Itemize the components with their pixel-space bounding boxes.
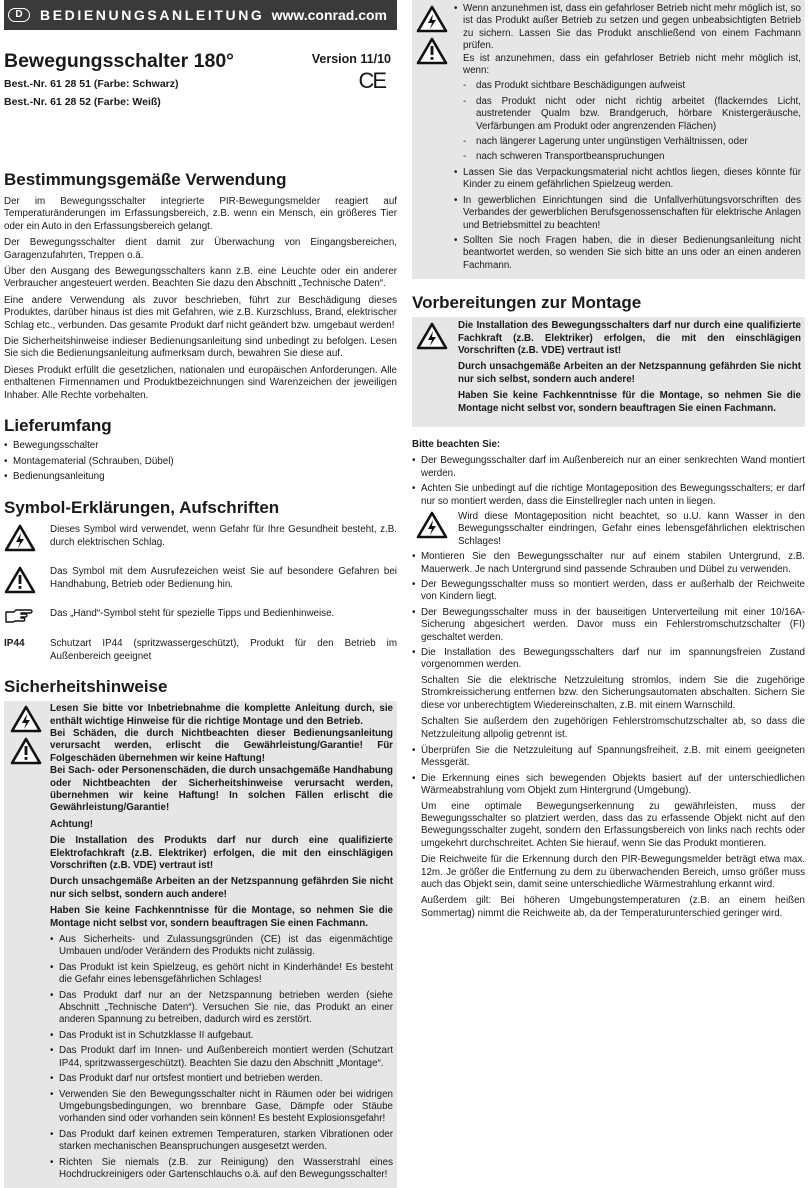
ip44-label: IP44 — [4, 638, 25, 650]
exclamation-warning-icon — [4, 566, 50, 594]
preparation-list-a — [412, 455, 805, 508]
bold-paragraph: Haben Sie keine Fachkenntnisse für die Montage, so nehmen Sie die Montage nicht selbst vor, sondern beauftragen Sie einen Fachmann. — [458, 390, 801, 414]
bold-paragraph: Durch unsachgemäße Arbeiten an der Netzspannung gefährden Sie nicht nur sich selbst, sondern auch andere! — [50, 876, 393, 900]
exclamation-warning-icon — [10, 737, 50, 765]
paragraph: Eine andere Verwendung als zuvor beschrieben, führt zur Beschädigung dieses Produktes, darüber hinaus ist dies mit Gefahren, wie z.B. Kurzschluss, Brand, elektrischer Schlag etc., verbunden. Das gesamte Produkt darf nicht geändert bzw. umgebaut werden! — [4, 294, 397, 331]
safety-box — [4, 701, 397, 1188]
paragraph: Über den Ausgang des Bewegungsschalters kann z.B. eine Leuchte oder ein anderer Verbraucher angesteuert werden. Beachten Sie dazu den Abschnitt „Technische Daten“. — [4, 266, 397, 290]
language-badge: D — [8, 8, 30, 22]
symbol-description: Schutzart IP44 (spritzwassergeschützt), Produkt für den Betrieb im Außenbereich geeignet — [50, 638, 397, 662]
bold-paragraph: Die Installation des Produkts darf nur durch eine qualifizierte Elektrofachkraft (z.B. Elektriker) erfolgen, die mit den einschlägigen Vorschriften (z.B. VDE) vertraut ist! — [50, 835, 393, 871]
safety-list-continued — [454, 167, 801, 272]
safety-box-continued — [412, 0, 805, 279]
right-column — [412, 0, 805, 924]
paragraph: Der Bewegungsschalter dient damit zur Überwachung von Eingangsbereichen, Garagenzufahrten, Treppen o.ä. — [4, 237, 397, 261]
section-heading-safety: Sicherheitshinweise — [4, 677, 168, 697]
safety-icons — [4, 703, 50, 1184]
bold-paragraph: Die Installation des Bewegungsschalters darf nur durch eine qualifizierte Fachkraft (z.B. Elektriker) erfolgen, die mit den einschlägigen Vorschriften (z.B. VDE) vertraut ist! — [458, 320, 801, 356]
list-item: • Überprüfen Sie die Netzzuleitung auf Spannungsfreiheit, z.B. mit einem geeigneten Messgerät. — [412, 745, 805, 770]
paragraph: Schalten Sie außerdem den zugehörigen Fehlerstromschutzschalter ab, so dass die Netzzuleitung allpolig getrennt ist. — [421, 716, 805, 740]
bold-paragraph: Achtung! — [50, 818, 93, 830]
safety-list-continued — [454, 3, 801, 53]
lightning-warning-icon — [412, 511, 458, 539]
product-title: Bewegungsschalter 180° — [4, 50, 234, 72]
section-heading-symbols: Symbol-Erklärungen, Aufschriften — [4, 498, 280, 518]
list-item: • In gewerblichen Einrichtungen sind die Unfallverhütungsvorschriften des Verbandes der gewerblichen Berufsgenossenschaften für elektrische Anlagen und Betriebsmittel zu beachten! — [454, 195, 801, 232]
list-item: • Montieren Sie den Bewegungsschalter nur auf einem stabilen Untergrund, z.B. Mauerwerk. Je nach Untergrund sind passende Schrauben und Dübel zu verwenden. — [412, 551, 805, 576]
header-bar — [4, 0, 397, 30]
list-item: • Die Erkennung eines sich bewegenden Objekts basiert auf der unterschiedlichen Wärmeabstrahlung vom Objekt zum Hintergrund (Umgebung). — [412, 773, 805, 798]
left-column — [4, 0, 397, 1188]
exclamation-warning-icon — [416, 37, 454, 65]
bold-paragraph: Lesen Sie bitte vor Inbetriebnahme die komplette Anleitung durch, sie enthält wichtige Hinweise für die richtige Montage und den Betrieb. — [50, 703, 393, 727]
symbol-description: Das „Hand“-Symbol steht für spezielle Tipps und Bedienhinweise. — [50, 608, 335, 620]
preparation-list-b — [412, 551, 805, 672]
list-item: - das Produkt sichtbare Beschädigungen aufweist — [463, 80, 801, 92]
bold-paragraph: Bei Sach- oder Personenschäden, die durch unsachgemäße Handhabung oder Nichtbeachten der Sicherheitshinweise verursacht werden, übernehmen wir keine Haftung! In solchen Fällen erlischt die Gewährleistung/Garantie! — [50, 765, 393, 814]
scope-list — [4, 440, 397, 483]
list-item: - das Produkt nicht oder nicht richtig arbeitet (flackerndes Licht, austretender Qualm bzw. Brandgeruch, hörbare Knistergeräusche, Verfärbungen am Produkt oder angrenzenden Flächen) — [463, 96, 801, 133]
list-item: • Das Produkt darf keinen extremen Temperaturen, starken Vibrationen oder starken mechanischen Beanspruchungen ausgesetzt werden. — [50, 1129, 393, 1154]
bold-paragraph: Bei Schäden, die durch Nichtbeachten dieser Bedienungsanleitung verursacht werden, erlischt die Gewährleistung/Garantie! Für Folgeschäden übernehmen wir keine Haftung! — [50, 727, 393, 764]
list-item: • Das Produkt ist in Schutzklasse II aufgebaut. — [50, 1030, 393, 1042]
preparation-content — [458, 320, 801, 423]
list-item: • Bedienungsanleitung — [4, 471, 397, 483]
list-item: • Lassen Sie das Verpackungsmaterial nicht achtlos liegen, dieses könnte für Kinder zu einem gefährlichen Spielzeug werden. — [454, 167, 801, 192]
list-item: • Aus Sicherheits- und Zulassungsgründen (CE) ist das eigenmächtige Umbauen und/oder Verändern des Produkts nicht zulässig. — [50, 934, 393, 959]
symbol-description: Dieses Symbol wird verwendet, wenn Gefahr für Ihre Gesundheit besteht, z.B. durch elektrischen Schlag. — [50, 524, 397, 548]
list-item: • Bewegungsschalter — [4, 440, 397, 452]
note-label: Bitte beachten Sie: — [412, 438, 501, 450]
bold-paragraph: Haben Sie keine Fachkenntnisse für die Montage, so nehmen Sie die Montage nicht selbst vor, sondern beauftragen Sie einen Fachmann. — [50, 905, 393, 929]
list-item: • Sollten Sie noch Fragen haben, die in dieser Bedienungsanleitung nicht beantwortet werden, so wenden Sie sich bitte an uns oder an einen anderen Fachmann. — [454, 235, 801, 272]
paragraph: Der im Bewegungsschalter integrierte PIR-Bewegungsmelder reagiert auf Temperaturänderungen im Erfassungsbereich, z.B. wenn ein Mensch, ein größeres Tier oder ein Auto in den Erfassungsbereich gelangt. — [4, 196, 397, 232]
symbol-row-ip44 — [4, 638, 397, 663]
preparation-list-c — [412, 745, 805, 798]
version-label: Version 11/10 — [311, 52, 391, 66]
safety-list — [50, 934, 393, 1181]
list-item: • Wenn anzunehmen ist, dass ein gefahrloser Betrieb nicht mehr möglich ist, so ist das Produkt außer Betrieb zu setzen und gegen unbeabsichtigten Betrieb zu sichern. Lassen Sie das Produkt anschließend von einem Fachmann prüfen. — [454, 3, 801, 53]
list-item: • Der Bewegungsschalter muss in der bauseitigen Unterverteilung mit einer 10/16A-Sicherung abgesichert werden. Davor muss ein Fehlerstromschutzschalter (FI) geschaltet werden. — [412, 607, 805, 644]
list-item: • Verwenden Sie den Bewegungsschalter nicht in Räumen oder bei widrigen Umgebungsbedingungen, wo brennbare Gase, Dämpfe oder Stäube vorhanden sind oder vorhanden sein können! Es besteht Explosionsgefahr! — [50, 1089, 393, 1126]
pointing-hand-icon — [4, 608, 50, 624]
list-item: • Montagematerial (Schrauben, Dübel) — [4, 456, 397, 468]
symbol-row-hand — [4, 608, 397, 624]
safety-content-continued — [454, 3, 801, 275]
bold-paragraph: Durch unsachgemäße Arbeiten an der Netzspannung gefährden Sie nicht nur sich selbst, sondern auch andere! — [458, 361, 801, 385]
list-item: • Achten Sie unbedingt auf die richtige Montageposition des Bewegungsschalters; er darf nur so montiert werden, dass die Einstellregler nach unten in liegen. — [412, 483, 805, 508]
paragraph: Die Reichweite für die Erkennung durch den PIR-Bewegungsmelder beträgt etwa max. 12m. Je größer die Entfernung zu dem zu überwachenden Bereich, umso größer muss auch das Objekt sein, damit seine unterschiedliche Wärmestrahlung erkannt wird. — [421, 854, 805, 890]
header-title: BEDIENUNGSANLEITUNG — [40, 7, 265, 23]
order-number-white: Best.-Nr. 61 28 52 (Farbe: Weiß) — [4, 96, 161, 108]
warning-text: Wird diese Montageposition nicht beachtet, so u.U. kann Wasser in den Bewegungsschalter eindringen, Gefahr eines lebensgefährlichen elektrischen Schlages! — [458, 511, 805, 547]
paragraph: Schalten Sie die elektrische Netzzuleitung stromlos, indem Sie die zugehörige Stromkreissicherung entfernen bzw. den Sicherungsautomaten abschalten. Sichern Sie diese vor unberechtigtem Wiedereinschalten, z.B. mit einem Warnschild. — [421, 674, 805, 711]
list-item: • Richten Sie niemals (z.B. zur Reinigung) den Wasserstrahl eines Hochdruckreinigers oder Gartenschlauchs o.ä. auf den Bewegungsschalter! — [50, 1157, 393, 1182]
preparation-box — [412, 317, 805, 427]
list-item: • Die Installation des Bewegungsschalters darf nur im spannungsfreien Zustand vorgenommen werden. — [412, 647, 805, 672]
paragraph: Außerdem gilt: Bei höheren Umgebungstemperaturen (z.B. an einem heißen Sommertag) nimmt die Reichweite ab, da der Temperaturunterschied geringer wird. — [421, 895, 805, 919]
header-website: www.conrad.com — [271, 7, 387, 23]
product-block — [4, 30, 397, 122]
list-item: • Das Produkt darf nur an der Netzspannung betrieben werden (siehe Abschnitt „Technische Daten“). Versuchen Sie nie, das Produkt an einer anderen Spannung zu betreiben, dadurch wird es zerstört. — [50, 990, 393, 1027]
lightning-warning-icon — [416, 5, 454, 33]
paragraph: Um eine optimale Bewegungserkennung zu gewährleisten, muss der Bewegungsschalter so platziert werden, dass das zu erfassende Objekt nicht auf den Bewegungsschalter zugeht, sondern den Erfassungsbereich von links nach rechts oder umgekehrt durchschreitet. Achten Sie hierauf, wenn Sie das Produkt montieren. — [421, 800, 805, 849]
paragraph: Dieses Produkt erfüllt die gesetzlichen, nationalen und europäischen Anforderungen. Alle enthaltenen Firmennamen und Produktbezeichnungen sind Warenzeichen der jeweiligen Inhaber. Alle Rechte vorbehalten. — [4, 364, 397, 401]
symbol-row-lightning — [4, 524, 397, 552]
section-heading-preparation: Vorbereitungen zur Montage — [412, 293, 642, 313]
warning-row — [412, 511, 805, 548]
list-item: - nach schweren Transportbeanspruchungen — [463, 151, 801, 163]
lightning-warning-icon — [4, 524, 50, 552]
list-item: • Das Produkt ist kein Spielzeug, es gehört nicht in Kinderhände! Es besteht die Gefahr eines lebensgefährlichen Schlages! — [50, 962, 393, 987]
section-heading-scope: Lieferumfang — [4, 416, 112, 436]
section-heading-intended-use: Bestimmungsgemäße Verwendung — [4, 170, 287, 189]
order-number-black: Best.-Nr. 61 28 51 (Farbe: Schwarz) — [4, 78, 179, 90]
list-item: - nach längerer Lagerung unter ungünstigen Verhältnissen, oder — [463, 136, 801, 148]
symbol-row-exclamation — [4, 566, 397, 594]
symbol-description: Das Symbol mit dem Ausrufezeichen weist Sie auf besondere Gefahren bei Handhabung, Betrieb oder Bedienung hin. — [50, 566, 397, 590]
lightning-warning-icon — [10, 705, 50, 733]
lightning-warning-icon — [412, 320, 458, 423]
condition-list — [454, 80, 801, 163]
list-item: • Das Produkt darf nur ortsfest montiert und betrieben werden. — [50, 1073, 393, 1085]
safety-icons — [412, 3, 454, 275]
list-item: • Der Bewegungsschalter darf im Außenbereich nur an einer senkrechten Wand montiert werden. — [412, 455, 805, 480]
list-item: • Der Bewegungsschalter muss so montiert werden, dass er außerhalb der Reichweite von Kindern liegt. — [412, 579, 805, 604]
paragraph: Es ist anzunehmen, dass ein gefahrloser Betrieb nicht mehr möglich ist, wenn: — [463, 52, 801, 77]
ce-mark: CE — [358, 68, 385, 93]
safety-content — [50, 703, 393, 1184]
paragraph: Die Sicherheitshinweise indieser Bedienungsanleitung sind unbedingt zu befolgen. Lesen Sie sich die Bedienungsanleitung aufmerksam durch, bewahren Sie diese auf. — [4, 336, 397, 360]
list-item: • Das Produkt darf im Innen- und Außenbereich montiert werden (Schutzart IP44, spritzwassergeschützt). Beachten Sie dazu den Abschnitt „Montage“. — [50, 1045, 393, 1070]
